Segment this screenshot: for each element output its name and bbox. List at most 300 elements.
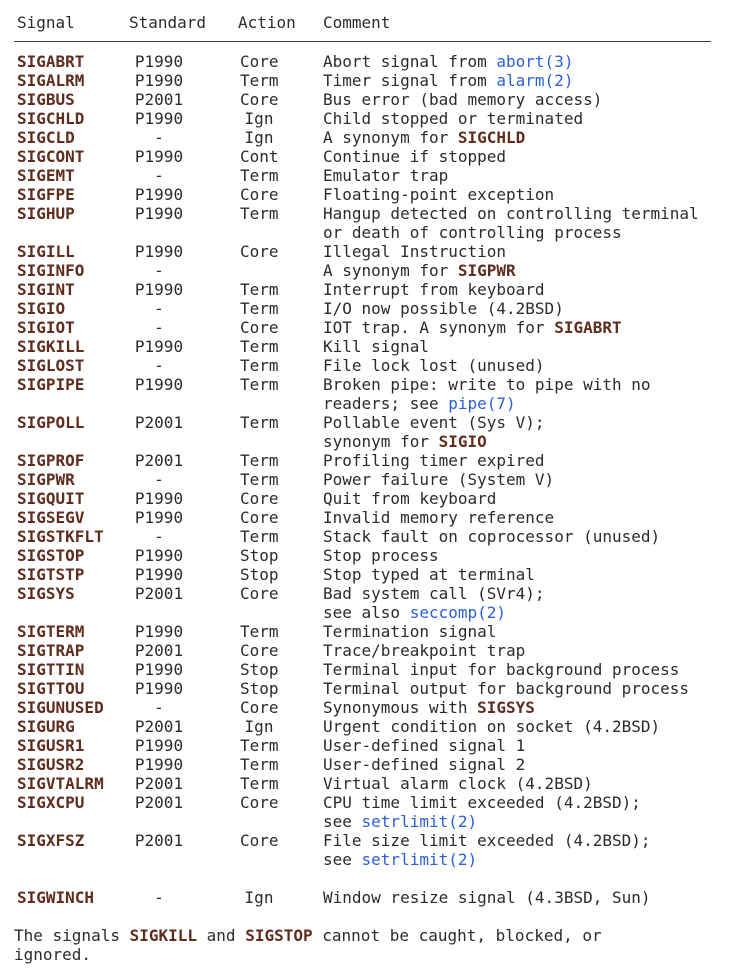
table-row [14,337,739,356]
signal-standard: P1990 [134,52,184,71]
comment-line [323,299,564,318]
comment-text: User-defined signal 2 [323,755,526,774]
signal-name: SIGSTOP [17,546,85,565]
signal-name: SIGSEGV [17,508,85,527]
table-header-row [14,13,739,32]
signal-comment [323,147,506,166]
signal-comment [323,660,679,679]
signal-action: Core [240,52,279,71]
signal-action: Core [240,90,279,109]
signal-name: SIGUSR2 [17,755,85,774]
signal-name: SIGLOST [17,356,85,375]
comment-line [323,261,516,280]
signal-name: SIGSYS [17,584,75,603]
signal-comment [323,337,429,356]
table-row [14,641,739,660]
column-header-action: Action [238,13,296,32]
comment-text: Stack fault on coprocessor (unused) [323,527,661,546]
signal-action: Term [240,375,279,394]
signal-action: Term [240,451,279,470]
signal-comment [323,109,583,128]
comment-text: IOT trap. A synonym for [323,318,555,337]
signal-standard: P1990 [134,71,184,90]
signal-comment [323,299,564,318]
signal-comment [323,166,448,185]
signal-comment [323,584,545,622]
comment-text: Stop process [323,546,439,565]
comment-text: Virtual alarm clock (4.2BSD) [323,774,593,793]
footer-line [14,926,739,945]
comment-line [323,90,602,109]
signal-name: SIGWINCH [17,888,95,907]
comment-line [323,470,554,489]
table-row [14,375,739,413]
signal-name: SIGIO [17,299,66,318]
signal-standard: - [154,470,164,489]
signal-name: SIGIOT [17,318,75,337]
signal-standard: - [154,888,164,907]
signal-comment [323,755,525,774]
comment-line [323,755,525,774]
table-row [14,622,739,641]
signal-comment [323,508,554,527]
signal-comment [323,318,622,337]
table-row [14,147,739,166]
comment-text: File lock lost (unused) [323,356,545,375]
signal-comment [323,698,535,717]
comment-line [323,204,699,223]
signal-action: Term [240,413,279,432]
signal-name: SIGKILL [17,337,85,356]
signal-standard: - [154,261,164,280]
signal-action: Term [240,166,279,185]
table-row [14,71,739,90]
signal-reference: SIGABRT [554,318,622,337]
signal-name: SIGURG [17,717,75,736]
signal-action: Term [240,736,279,755]
comment-line [323,546,439,565]
comment-line [323,128,525,147]
comment-line [323,432,545,451]
signal-standard: P2001 [134,774,184,793]
table-row [14,52,739,71]
signal-comment [323,565,535,584]
comment-line [323,147,506,166]
comment-line [323,413,545,432]
comment-text: A synonym for [323,128,458,147]
comment-text: Hangup detected on controlling terminal [323,204,699,223]
signal-comment [323,470,554,489]
signal-comment [323,641,525,660]
comment-text: ignored. [14,945,92,964]
signal-action: Term [240,356,279,375]
comment-line [323,489,496,508]
signal-standard: P1990 [134,679,184,698]
signal-comment [323,280,545,299]
signal-action: Core [240,318,279,337]
comment-text: The signals [14,926,130,945]
signal-action: Stop [240,660,279,679]
comment-line [323,71,573,90]
comment-line [323,565,535,584]
signal-action: Core [240,698,279,717]
signal-action: Ign [244,888,274,907]
table-row [14,109,739,128]
signal-action: Term [240,527,279,546]
table-row [14,565,739,584]
comment-text: readers; see [323,394,449,413]
table-row [14,489,739,508]
signal-name: SIGCLD [17,128,75,147]
signal-action: Cont [240,147,279,166]
comment-line [323,508,554,527]
signal-action: Stop [240,679,279,698]
man-page-link[interactable]: setrlimit(2) [361,812,478,831]
signal-name: SIGTTOU [17,679,85,698]
comment-line [323,242,506,261]
signal-name: SIGXFSZ [17,831,85,850]
comment-text: Terminal input for background process [323,660,680,679]
comment-line [323,622,496,641]
signal-name: SIGPOLL [17,413,85,432]
signal-standard: P1990 [134,546,184,565]
comment-text: CPU time limit exceeded (4.2BSD); [323,793,641,812]
signal-comment [323,451,545,470]
man-page-link[interactable]: seccomp(2) [409,603,507,622]
signal-action: Term [240,470,279,489]
signal-action: Core [240,242,279,261]
signal-name: SIGUSR1 [17,736,85,755]
comment-text: Broken pipe: write to pipe with no [323,375,651,394]
table-row [14,584,739,622]
signal-name: SIGALRM [17,71,85,90]
signal-action: Stop [240,546,279,565]
signal-standard: P2001 [134,584,184,603]
table-row [14,546,739,565]
signal-standard: - [154,356,164,375]
comment-text: Abort signal from [323,52,497,71]
signal-name: SIGBUS [17,90,75,109]
signal-comment [323,128,525,147]
signal-standard: - [154,698,164,717]
signal-name: SIGINFO [17,261,85,280]
signal-name: SIGXCPU [17,793,85,812]
signal-comment [323,185,554,204]
table-row [14,90,739,109]
signal-name: SIGPIPE [17,375,85,394]
signal-action: Core [240,641,279,660]
signal-name: SIGTERM [17,622,85,641]
signal-name: SIGEMT [17,166,75,185]
signal-comment [323,679,689,698]
man-page-link[interactable]: alarm(2) [496,71,574,90]
comment-text: Stop typed at terminal [323,565,535,584]
man-page-link[interactable]: setrlimit(2) [361,850,478,869]
comment-text: see [323,850,362,869]
signal-comment [323,52,573,71]
column-header-standard: Standard [129,13,207,32]
signal-standard: P2001 [134,793,184,812]
signal-name: SIGUNUSED [17,698,104,717]
signal-action: Term [240,299,279,318]
comment-line [323,52,573,71]
comment-text: see [323,812,362,831]
signal-standard: - [154,527,164,546]
comment-line [323,375,651,394]
signal-comment [323,774,593,793]
signal-action: Core [240,831,279,850]
comment-text: Quit from keyboard [323,489,497,508]
comment-line [323,850,651,869]
comment-line [323,527,660,546]
signal-standard: P1990 [134,375,184,394]
signal-comment [323,736,525,755]
table-row [14,280,739,299]
signal-standard: P1990 [134,660,184,679]
signal-standard: P1990 [134,337,184,356]
signal-action: Core [240,185,279,204]
signal-comment [323,717,660,736]
table-row [14,318,739,337]
signal-name: SIGABRT [17,52,85,71]
comment-line [323,584,545,603]
table-row [14,831,739,869]
table-row [14,660,739,679]
column-header-signal: Signal [17,13,75,32]
signal-standard: P2001 [134,90,184,109]
comment-text: Terminal output for background process [323,679,690,698]
signal-standard: P2001 [134,831,184,850]
table-row [14,128,739,147]
signal-action: Core [240,489,279,508]
table-row [14,261,739,280]
comment-text: or death of controlling process [323,223,622,242]
signal-name: SIGQUIT [17,489,85,508]
signal-comment [323,527,660,546]
signal-standard: P2001 [134,717,184,736]
comment-text: Emulator trap [323,166,449,185]
signal-standard: P1990 [134,489,184,508]
table-row [14,299,739,318]
signal-comment [323,546,439,565]
comment-line [323,660,679,679]
signal-action: Term [240,755,279,774]
signal-comment [323,622,496,641]
signal-comment [323,888,651,907]
comment-text: Window resize signal (4.3BSD, Sun) [323,888,651,907]
comment-text: see also [323,603,410,622]
comment-text: I/O now possible (4.2BSD) [323,299,564,318]
signal-name: SIGPROF [17,451,85,470]
signal-reference: SIGKILL [129,926,198,945]
comment-text: and [197,926,246,945]
comment-line [323,774,593,793]
comment-text: Synonymous with [323,698,478,717]
signal-table-body [14,52,739,907]
table-row [14,736,739,755]
table-row [14,717,739,736]
signal-reference: SIGSTOP [245,926,313,945]
comment-text: Continue if stopped [323,147,507,166]
signal-name: SIGINT [17,280,75,299]
signal-name: SIGVTALRM [17,774,104,793]
comment-text: Pollable event (Sys V); [323,413,545,432]
signal-comment [323,831,651,869]
signal-name: SIGSTKFLT [17,527,104,546]
column-header-comment: Comment [323,13,391,32]
signal-action: Term [240,622,279,641]
comment-text: cannot be caught, blocked, or [312,926,602,945]
comment-line [323,109,583,128]
signal-name: SIGCONT [17,147,85,166]
comment-line [323,812,641,831]
signal-comment [323,793,641,831]
comment-line [323,280,545,299]
signal-standard: P1990 [134,242,184,261]
table-row [14,698,739,717]
signal-comment [323,71,573,90]
signal-reference: SIGSYS [477,698,535,717]
signal-action: Core [240,793,279,812]
comment-line [323,888,651,907]
signal-standard: P1990 [134,204,184,223]
signal-standard: P1990 [134,736,184,755]
comment-text: Kill signal [323,337,429,356]
comment-text: User-defined signal 1 [323,736,526,755]
signal-name: SIGTSTP [17,565,85,584]
comment-line [323,679,689,698]
comment-text: Urgent condition on socket (4.2BSD) [323,717,661,736]
signal-standard: P2001 [134,641,184,660]
comment-text: Invalid memory reference [323,508,555,527]
signal-name: SIGTRAP [17,641,85,660]
signal-standard: - [154,128,164,147]
signal-standard: P2001 [134,413,184,432]
comment-text: Interrupt from keyboard [323,280,545,299]
signal-action: Term [240,774,279,793]
comment-text: Profiling timer expired [323,451,545,470]
signal-standard: P1990 [134,755,184,774]
signal-action: Core [240,508,279,527]
comment-text: Bus error (bad memory access) [323,90,603,109]
table-row [14,527,739,546]
comment-line [323,223,699,242]
table-row [14,679,739,698]
comment-text: Illegal Instruction [323,242,507,261]
table-row [14,242,739,261]
table-row [14,470,739,489]
table-row [14,508,739,527]
table-row [14,451,739,470]
comment-line [323,337,429,356]
signal-name: SIGHUP [17,204,75,223]
signal-name: SIGTTIN [17,660,85,679]
footer-note [14,926,739,964]
comment-text: Timer signal from [323,71,497,90]
signal-standard: P1990 [134,508,184,527]
signal-comment [323,90,602,109]
comment-line [323,185,554,204]
man-page-link[interactable]: abort(3) [496,52,574,71]
comment-text: Termination signal [323,622,497,641]
signal-comment [323,489,496,508]
signal-name: SIGCHLD [17,109,85,128]
comment-text: A synonym for [323,261,458,280]
table-row [14,755,739,774]
table-row [14,356,739,375]
comment-line [323,603,545,622]
comment-line [323,793,641,812]
signal-standard: P1990 [134,185,184,204]
table-row [14,185,739,204]
signal-standard: - [154,166,164,185]
comment-line [323,698,535,717]
comment-text: Floating-point exception [323,185,555,204]
table-row [14,204,739,242]
signal-standard: P1990 [134,280,184,299]
signal-reference: SIGPWR [457,261,516,280]
signal-action: Ign [244,717,274,736]
comment-text: Trace/breakpoint trap [323,641,526,660]
signal-action: Stop [240,565,279,584]
footer-line [14,945,739,964]
man-page-link[interactable]: pipe(7) [448,394,516,413]
table-row [14,166,739,185]
comment-line [323,736,525,755]
signal-standard: P1990 [134,147,184,166]
signal-standard: - [154,299,164,318]
signal-comment [323,204,699,242]
signal-comment [323,261,516,280]
comment-line [323,641,525,660]
comment-line [323,451,545,470]
signal-comment [323,375,651,413]
signal-standard: P2001 [134,451,184,470]
table-header-rule [14,41,711,42]
signal-comment [323,356,545,375]
comment-line [323,717,660,736]
comment-text: Child stopped or terminated [323,109,584,128]
signal-name: SIGPWR [17,470,75,489]
comment-line [323,166,448,185]
signal-standard: P1990 [134,622,184,641]
signal-action: Ign [244,109,274,128]
comment-line [323,318,622,337]
comment-line [323,394,651,413]
table-row [14,793,739,831]
signal-standard: P1990 [134,109,184,128]
signal-comment [323,242,506,261]
comment-text: Bad system call (SVr4); [323,584,545,603]
comment-text: synonym for [323,432,439,451]
comment-line [323,831,651,850]
signal-action: Term [240,337,279,356]
signal-action: Term [240,71,279,90]
signal-reference: SIGCHLD [457,128,526,147]
table-row [14,774,739,793]
table-row [14,413,739,451]
signal-action: Core [240,584,279,603]
signal-name: SIGILL [17,242,75,261]
comment-text: File size limit exceeded (4.2BSD); [323,831,651,850]
comment-text: Power failure (System V) [323,470,555,489]
table-row [14,888,739,907]
signal-reference: SIGIO [438,432,487,451]
signal-standard: P1990 [134,565,184,584]
signal-standard: - [154,318,164,337]
signal-action: Term [240,204,279,223]
comment-line [323,356,545,375]
